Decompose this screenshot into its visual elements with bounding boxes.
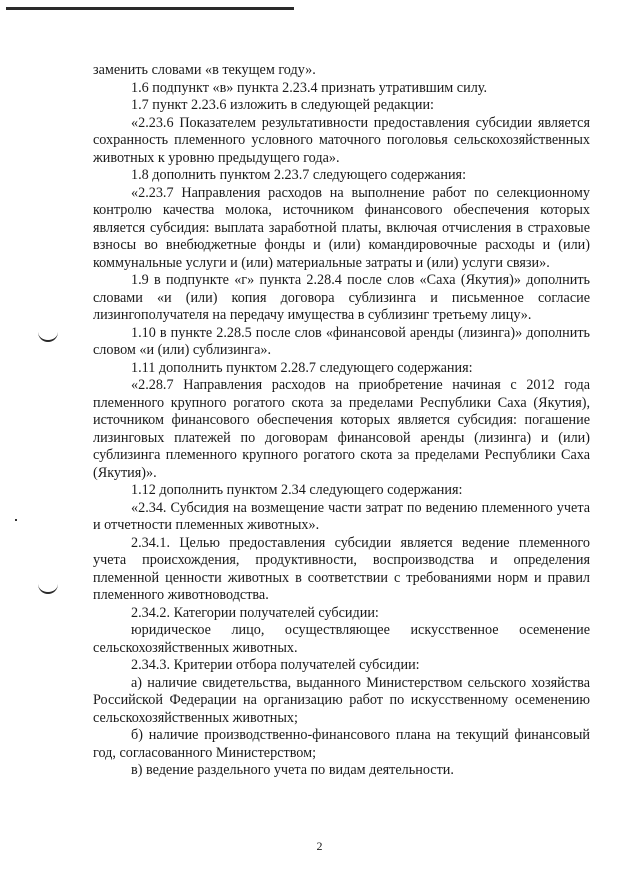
paragraph: «2.23.6 Показателем результативности предоставления субсидии является сохранность племенного условного маточного поголовья сельскохозяйственных животных к уровню предыдущего года». <box>93 114 590 166</box>
paragraph: 1.6 подпункт «в» пункта 2.23.4 признать утратившим силу. <box>131 79 487 96</box>
paragraph: б) наличие производственно-финансового плана на текущий финансовый год, согласованного Министерством; <box>93 727 590 761</box>
page-number: 2 <box>316 839 323 853</box>
paragraph: «2.34. Субсидия на возмещение части затрат по ведению племенного учета и отчетности племенных животных». <box>93 499 590 533</box>
document-body <box>93 62 590 780</box>
paragraph: заменить словами «в текущем году». <box>93 62 316 78</box>
paragraph: 1.12 дополнить пунктом 2.34 следующего содержания: <box>131 482 463 498</box>
paragraph: в) ведение раздельного учета по видам деятельности. <box>131 762 454 778</box>
paragraph: 1.9 в подпункте «г» пункта 2.28.4 после слов «Саха (Якутия)» дополнить словами «и (или) копия договора сублизинга и письменное согласие лизингополучателя на передачу имущества в сублизинг третьему лицу». <box>93 272 590 323</box>
scan-artifact <box>15 519 17 521</box>
paragraph: 1.10 в пункте 2.28.5 после слов «финансовой аренды (лизинга)» дополнить словом «и (или) сублизинга». <box>93 324 590 358</box>
paragraph: юридическое лицо, осуществляющее искусственное осеменение сельскохозяйственных животных. <box>93 622 590 656</box>
paragraph: «2.23.7 Направления расходов на выполнение работ по селекционному контролю качества молока, источником финансового обеспечения которых является субсидия: выплата заработной платы, включая отчисления в страховые взносы во внебюджетные фонды и (или) командировочные расходы и (или) коммунальные услуги и (или) материальные затраты и (или) услуги связи». <box>93 184 590 271</box>
paragraph: а) наличие свидетельства, выданного Министерством сельского хозяйства Российской Федерации на организацию работ по искусственному осеменению сельскохозяйственных животных; <box>93 674 590 726</box>
scan-artifact <box>38 332 58 342</box>
paragraph: 2.34.2. Категории получателей субсидии: <box>131 604 379 621</box>
paragraph: 1.7 пункт 2.23.6 изложить в следующей редакции: <box>131 97 434 113</box>
paragraph: 2.34.1. Целью предоставления субсидии является ведение племенного учета происхождения, продуктивности, воспроизводства и определения племенной ценности животных в соответствии с требованиями норм и правил племенного животноводства. <box>93 534 590 603</box>
paragraph: «2.28.7 Направления расходов на приобретение начиная с 2012 года племенного крупного рогатого скота за пределами Республики Саха (Якутия), источником финансового обеспечения которых является субсидия: погашение лизинговых платежей по договорам финансовой аренды (лизинга) и (или) сублизинга племенного крупного рогатого скота за пределами Республики Саха (Якутия)». <box>93 377 590 481</box>
paragraph: 2.34.3. Критерии отбора получателей субсидии: <box>131 657 420 673</box>
scan-artifact <box>38 584 58 594</box>
header-rule <box>6 7 294 10</box>
paragraph: 1.8 дополнить пунктом 2.23.7 следующего содержания: <box>131 167 467 183</box>
paragraph: 1.11 дополнить пунктом 2.28.7 следующего содержания: <box>131 359 473 376</box>
